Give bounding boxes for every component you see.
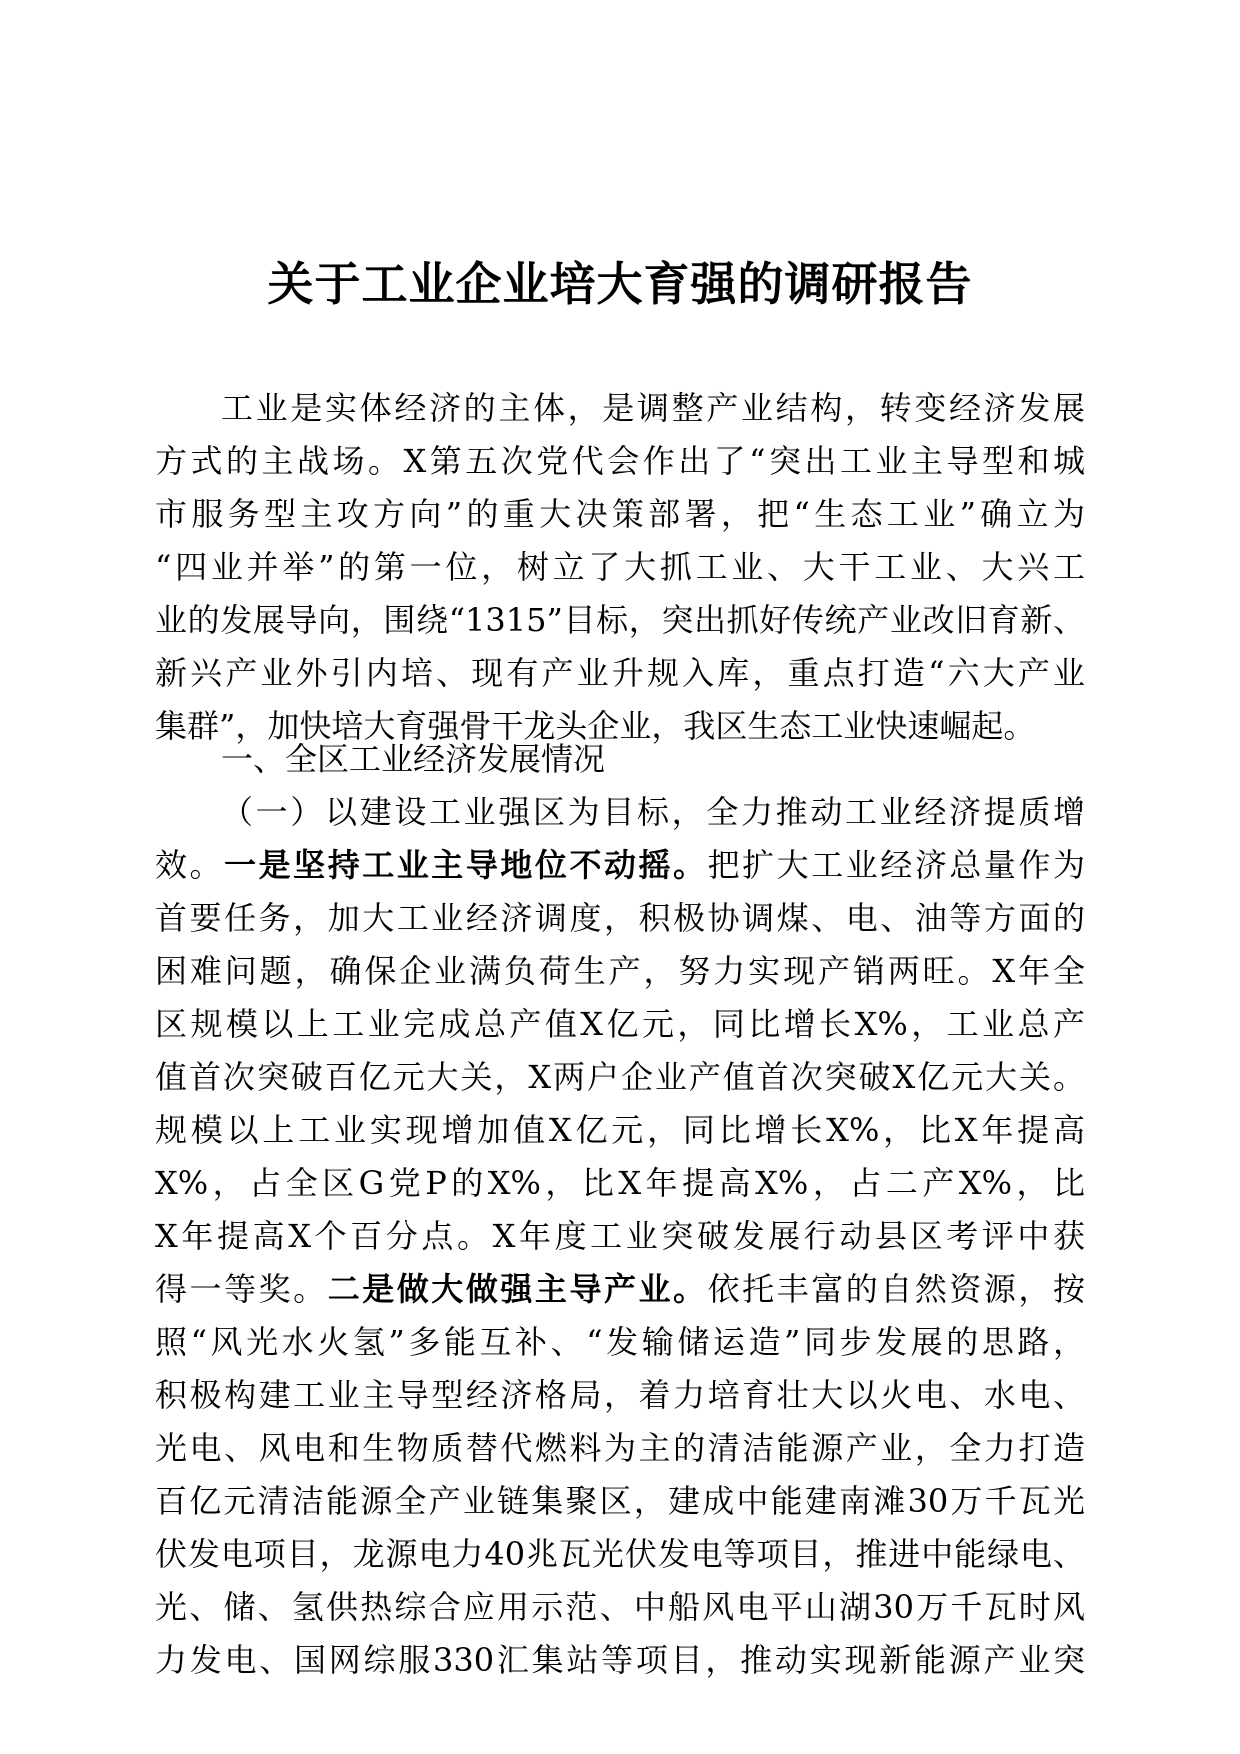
section-paragraph [155, 786, 1085, 1687]
line-text: 把扩大工业经济总量作为 [707, 846, 1085, 884]
section-heading: 一、全区工业经济发展情况 [221, 740, 606, 778]
paragraph-line: 集群”，加快培大育强骨干龙头企业，我区生态工业快速崛起。 [155, 707, 1036, 745]
bold-lead-1: 一是坚持工业主导地位不动摇。 [224, 846, 708, 884]
paragraph-line: 业的发展导向，围绕“1315”目标，突出抓好传统产业改旧育新、 [155, 601, 1085, 639]
paragraph-line: 工业是实体经济的主体，是调整产业结构，转变经济发展 [221, 389, 1085, 427]
paragraph-line: 方式的主战场。X第五次党代会作出了“突出工业主导型和城 [155, 442, 1085, 480]
intro-paragraph [155, 382, 1085, 753]
paragraph-line: 值首次突破百亿元大关，X两户企业产值首次突破X亿元大关。 [155, 1058, 1085, 1096]
paragraph-line: 规模以上工业实现增加值X亿元，同比增长X%，比X年提高 [155, 1111, 1085, 1149]
line-text: 得一等奖。 [155, 1270, 328, 1308]
line-text: 依托丰富的自然资源，按 [707, 1270, 1085, 1308]
paragraph-line: 照“风光水火氢”多能互补、“发输储运造”同步发展的思路， [155, 1323, 1085, 1361]
paragraph-line: 新兴产业外引内培、现有产业升规入库，重点打造“六大产业 [155, 654, 1085, 692]
paragraph-line: X年提高X个百分点。X年度工业突破发展行动县区考评中获 [155, 1217, 1085, 1255]
paragraph-line: 积极构建工业主导型经济格局，着力培育壮大以火电、水电、 [155, 1376, 1085, 1414]
paragraph-line [155, 839, 1085, 892]
bold-lead-2: 二是做大做强主导产业。 [327, 1270, 708, 1308]
line-text: 效。 [155, 846, 225, 884]
paragraph-line: “四业并举”的第一位，树立了大抓工业、大干工业、大兴工 [155, 548, 1085, 586]
paragraph-line: 光电、风电和生物质替代燃料为主的清洁能源产业，全力打造 [155, 1429, 1085, 1467]
paragraph-line: 困难问题，确保企业满负荷生产，努力实现产销两旺。X年全 [155, 952, 1085, 990]
paragraph-line: 市服务型主攻方向”的重大决策部署，把“生态工业”确立为 [155, 495, 1085, 533]
paragraph-line: 力发电、国网综服330汇集站等项目，推动实现新能源产业突 [155, 1641, 1085, 1679]
paragraph-line: 光、储、氢供热综合应用示范、中船风电平山湖30万千瓦时风 [155, 1588, 1085, 1626]
paragraph-line: X%，占全区G党P的X%，比X年提高X%，占二产X%，比 [155, 1164, 1085, 1202]
paragraph-line: 伏发电项目，龙源电力40兆瓦光伏发电等项目，推进中能绿电、 [155, 1535, 1085, 1573]
paragraph-line: 首要任务，加大工业经济调度，积极协调煤、电、油等方面的 [155, 899, 1085, 937]
document-title: 关于工业企业培大育强的调研报告 [267, 257, 973, 311]
paragraph-line: （一）以建设工业强区为目标，全力推动工业经济提质增 [221, 793, 1085, 831]
paragraph-line: 区规模以上工业完成总产值X亿元，同比增长X%，工业总产 [155, 1005, 1085, 1043]
paragraph-line [155, 1263, 1085, 1316]
paragraph-line: 百亿元清洁能源全产业链集聚区，建成中能建南滩30万千瓦光 [155, 1482, 1085, 1520]
